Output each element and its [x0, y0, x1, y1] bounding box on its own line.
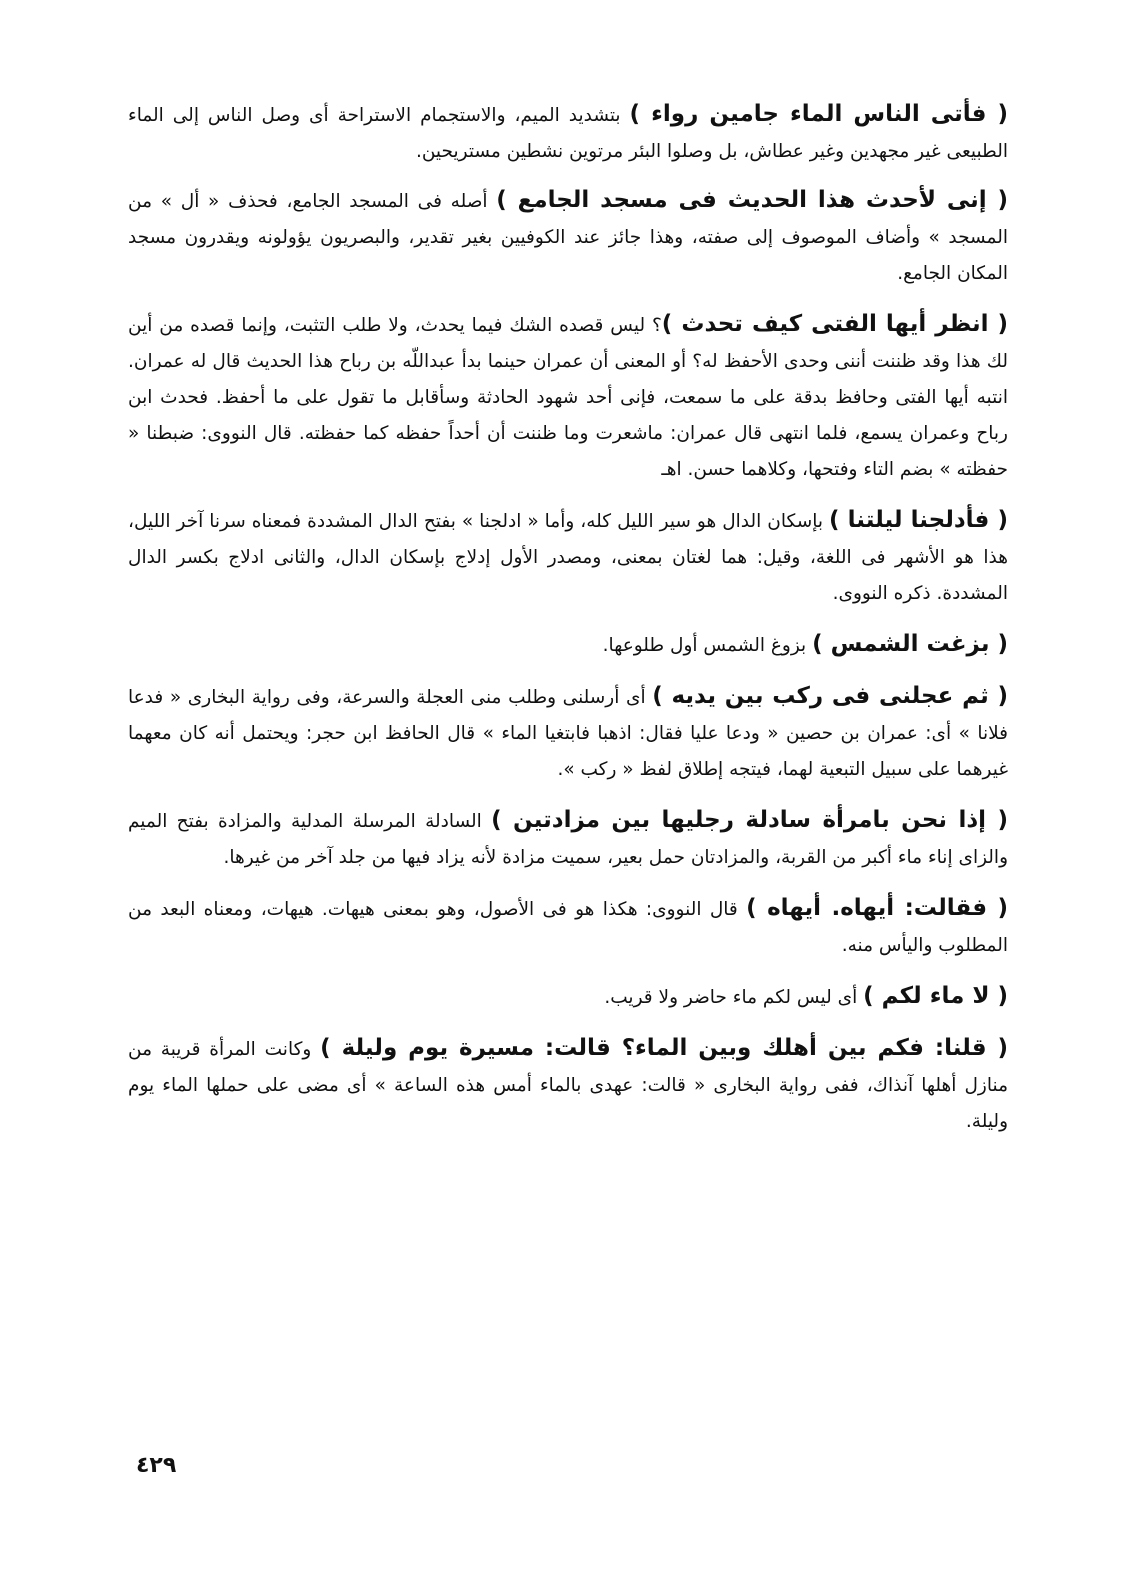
- paragraph-2: [128, 182, 1008, 292]
- paragraph-6: [128, 678, 1008, 788]
- paragraph-4-heading: ( فأدلجنا ليلتنا ): [829, 507, 1009, 533]
- paragraph-9-heading: ( لا ماء لكم ): [863, 983, 1008, 1009]
- paragraph-8: [128, 890, 1008, 964]
- paragraph-1-heading: ( فأتى الناس الماء جامين رواء ): [629, 101, 1008, 127]
- paragraph-7: [128, 802, 1008, 876]
- paragraph-3-text: ؟ ليس قصده الشك فيما يحدث، ولا طلب التثبت، وإنما قصده من أين لك هذا وقد ظننت أننى وحدى الأحفظ له؟ أو المعنى أن عمران حينما بدأ عبداللّه بن رباح هذا الحديث قال له عمران. انتبه أيها الفتى وحافظ بدقة على ما سمعت، فإنى أحد شهود الحادثة وسأقابل ما تقول على ما أحفظ. فحدث ابن رباح وعمران يسمع، فلما انتهى قال عمران: ماشعرت وما ظننت أن أحداً حفظه كما حفظته. قال النووى: ضبطنا « حفظته » بضم التاء وفتحها، وكلاهما حسن. اهـ: [128, 315, 1008, 480]
- page-body: [128, 96, 1008, 1154]
- page-number: ٤٢٩: [136, 1453, 177, 1478]
- paragraph-1-text: بتشديد الميم، والاستجمام الاستراحة أى وصل الناس إلى الماء الطبيعى غير مجهدين وغير عطاش، بل وصلوا البئر مرتوين نشطين مستريحين.: [128, 105, 1008, 162]
- paragraph-5-heading: ( بزغت الشمس ): [812, 631, 1008, 657]
- paragraph-5: [128, 626, 1008, 664]
- paragraph-6-heading: ( ثم عجلنى فى ركب بين يديه ): [652, 683, 1008, 709]
- paragraph-9: [128, 978, 1008, 1016]
- paragraph-8-text: قال النووى: هكذا هو فى الأصول، وهو بمعنى هيهات. هيهات، ومعناه البعد من المطلوب واليأس منه.: [128, 899, 1008, 956]
- paragraph-6-text: أى أرسلنى وطلب منى العجلة والسرعة، وفى رواية البخارى « فدعا فلانا » أى: عمران بن حصين « ودعا عليا فقال: اذهبا فابتغيا الماء » قال الحافظ ابن حجر: ويحتمل أنه كان معهما غيرهما على سبيل التبعية لهما، فيتجه إطلاق لفظ « ركب ».: [128, 687, 1008, 780]
- paragraph-9-text: أى ليس لكم ماء حاضر ولا قريب.: [604, 987, 864, 1008]
- paragraph-3-heading: ( انظر أيها الفتى كيف تحدث ): [661, 311, 1008, 337]
- paragraph-8-heading: ( فقالت: أيهاه. أيهاه ): [746, 895, 1008, 921]
- paragraph-10-heading: ( قلنا: فكم بين أهلك وبين الماء؟ قالت: مسيرة يوم وليلة ): [320, 1035, 1009, 1061]
- paragraph-10: [128, 1030, 1008, 1140]
- paragraph-2-text: أصله فى المسجد الجامع، فحذف « أل » من المسجد » وأضاف الموصوف إلى صفته، وهذا جائز عند الكوفيين بغير تقدير، والبصريون يؤولونه ويقدرون مسجد المكان الجامع.: [128, 191, 1008, 284]
- paragraph-5-text: بزوغ الشمس أول طلوعها.: [602, 635, 813, 656]
- paragraph-4-text: بإسكان الدال هو سير الليل كله، وأما « ادلجنا » بفتح الدال المشددة فمعناه سرنا آخر الليل، هذا هو الأشهر فى اللغة، وقيل: هما لغتان بمعنى، ومصدر الأول إدلاج بإسكان الدال، والثانى ادلاج بكسر الدال المشددة. ذكره النووى.: [128, 511, 1008, 604]
- paragraph-3: [128, 306, 1008, 488]
- paragraph-7-text: السادلة المرسلة المدلية والمزادة بفتح الميم والزاى إناء ماء أكبر من القربة، والمزادتان حمل بعير، سميت مزادة لأنه يزاد فيها من جلد آخر من غيرها.: [128, 811, 1008, 868]
- paragraph-7-heading: ( إذا نحن بامرأة سادلة رجليها بين مزادتين ): [491, 807, 1008, 833]
- paragraph-1: [128, 96, 1008, 170]
- paragraph-2-heading: ( إنى لأحدث هذا الحديث فى مسجد الجامع ): [496, 187, 1008, 213]
- paragraph-4: [128, 502, 1008, 612]
- paragraph-10-text: وكانت المرأة قريبة من منازل أهلها آنذاك، ففى رواية البخارى « قالت: عهدى بالماء أمس هذه الساعة » أى مضى على حملها الماء يوم وليلة.: [128, 1039, 1008, 1132]
